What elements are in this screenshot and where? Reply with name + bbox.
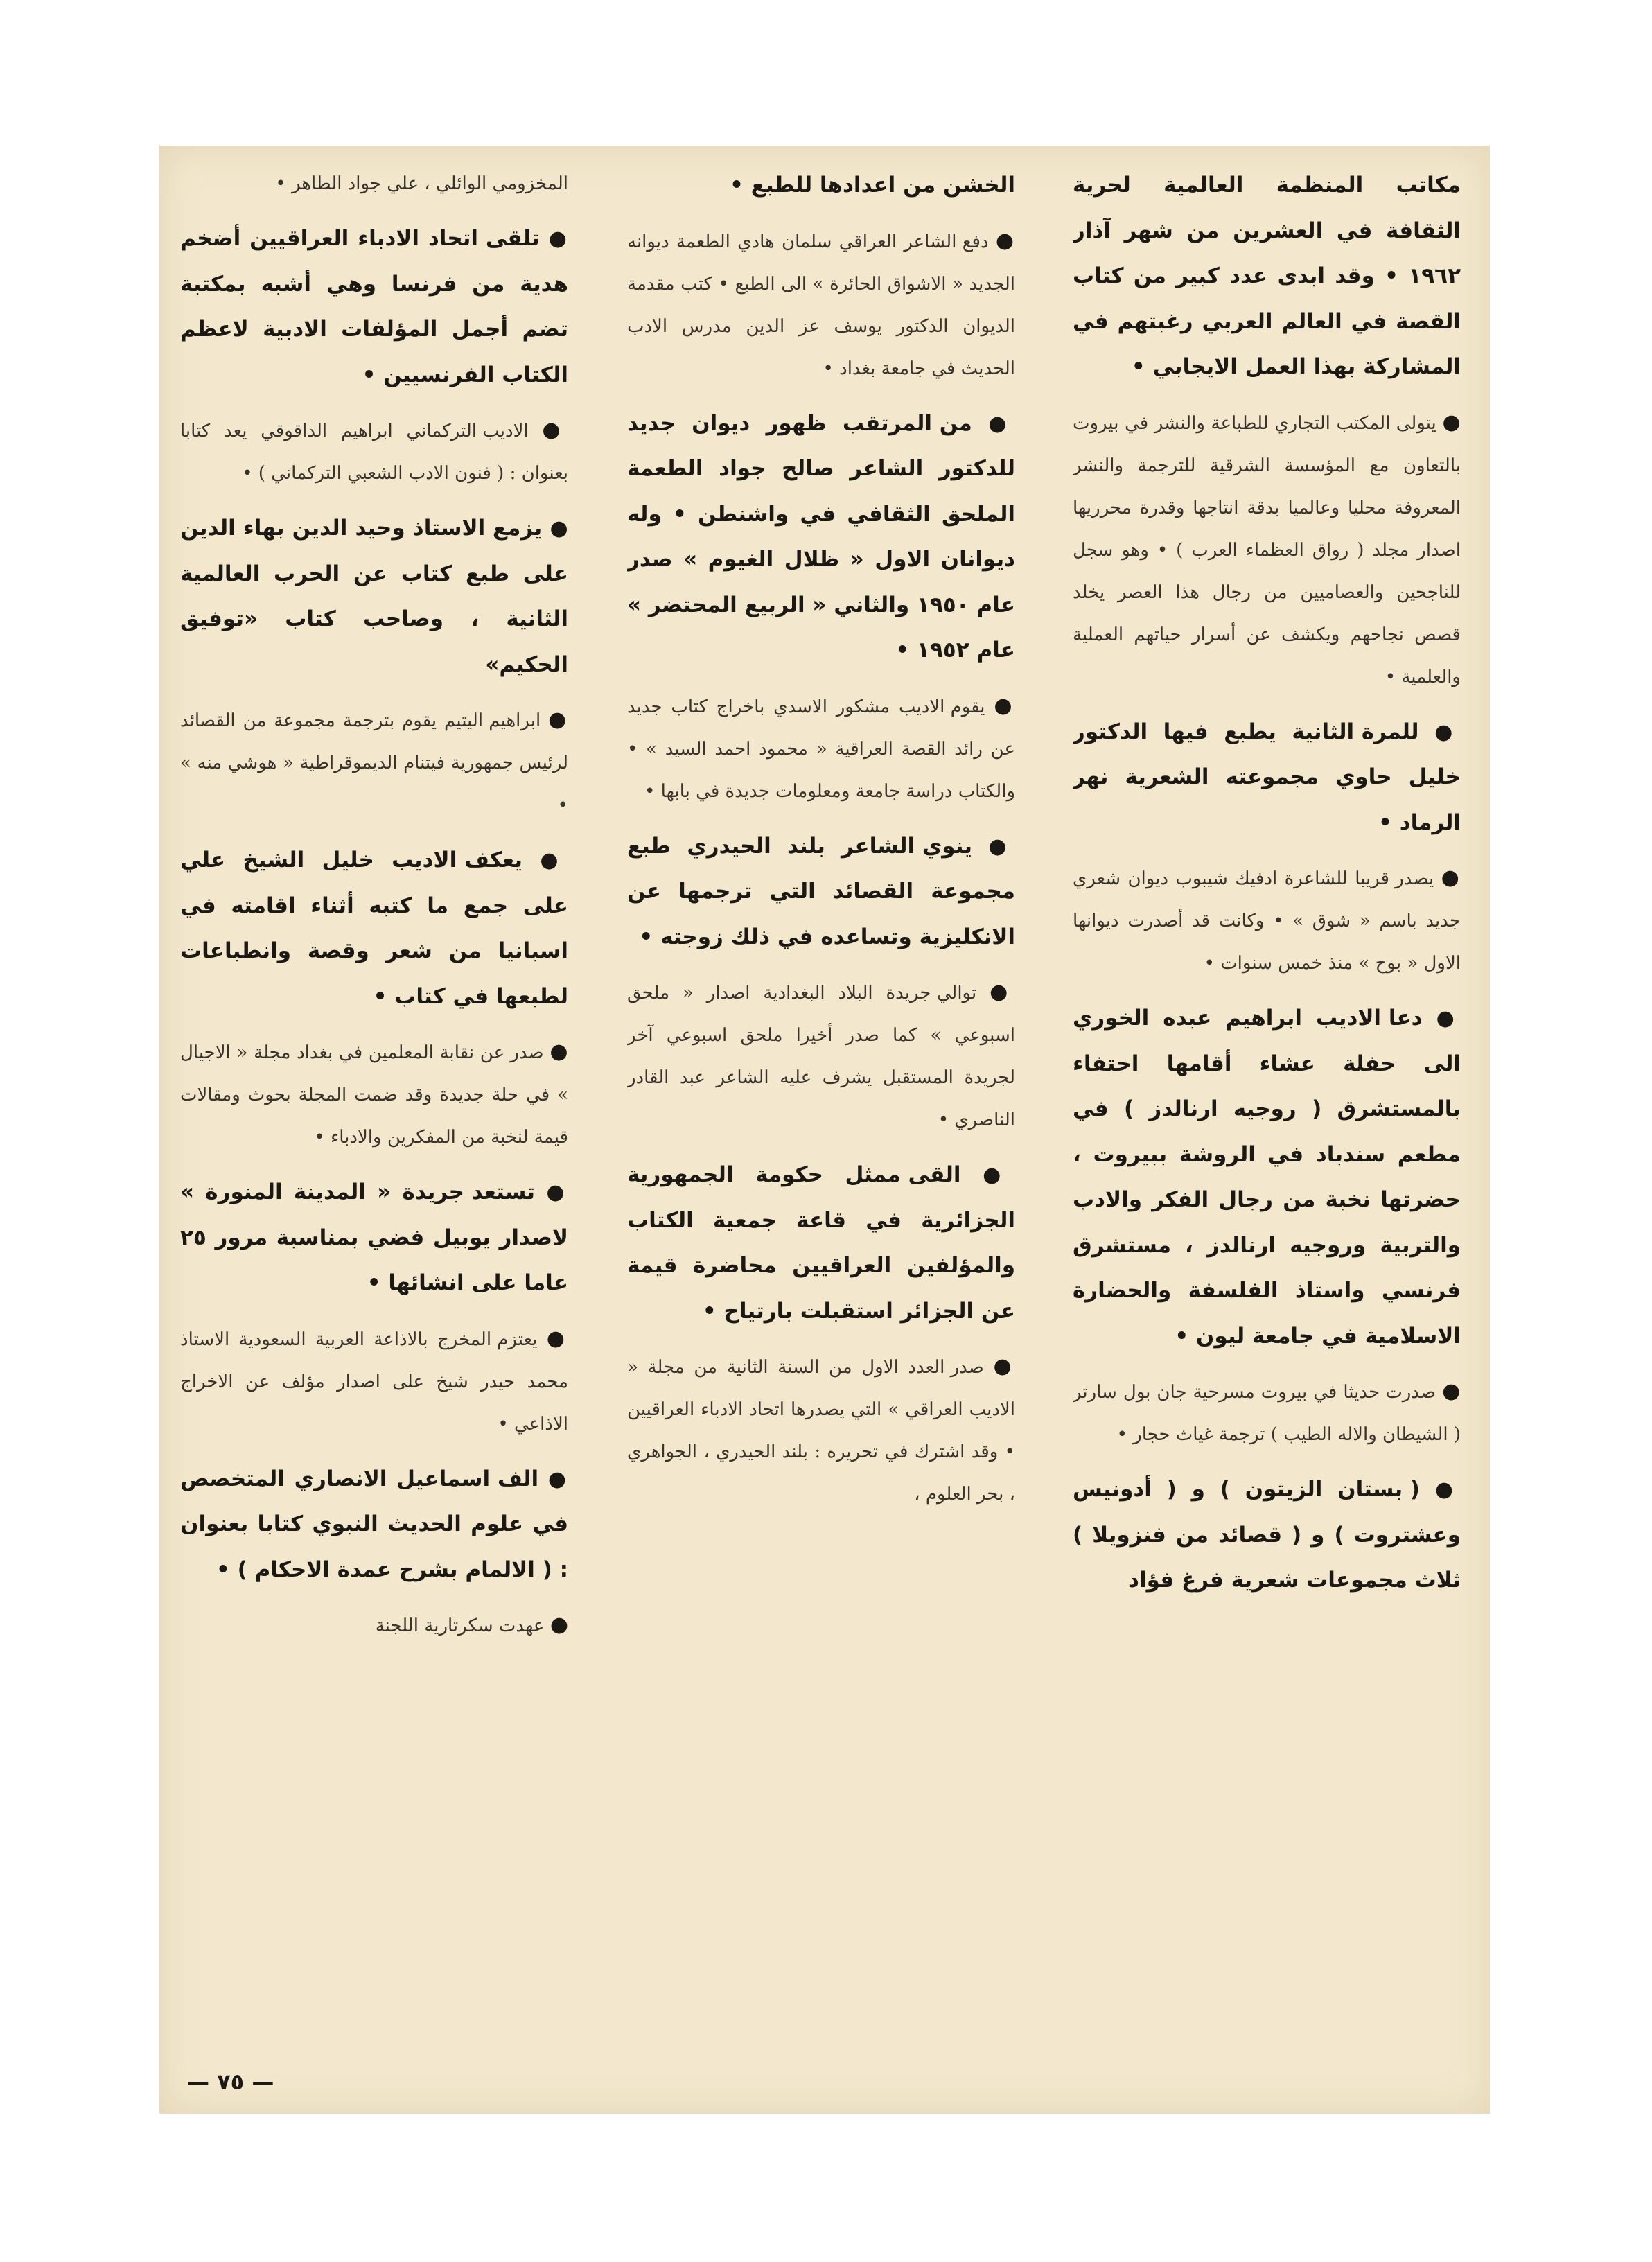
news-item (627, 971, 1015, 1141)
news-item-text (1073, 401, 1461, 699)
news-item-text (180, 1170, 568, 1306)
news-item (1073, 857, 1461, 985)
news-item-text (627, 685, 1015, 813)
news-item-text (1073, 163, 1461, 390)
news-text: صدر عن نقابة المعلمين في بغداد مجلة « الاجيال » في حلة جديدة وقد ضمت المجلة بحوث ومقالات قيمة لنخبة من المفكرين والادباء • (180, 1042, 568, 1148)
bullet-icon: ● (548, 227, 568, 251)
column-left (180, 163, 568, 2055)
news-text: دفع الشاعر العراقي سلمان هادي الطعمة ديوانه الجديد « الاشواق الحائرة » الى الطبع • كتب مقدمة الديوان الدكتور يوسف عز الدين مدرس الادب الحديث في جامعة بغداد • (627, 231, 1015, 379)
news-item-text (180, 1604, 568, 1647)
news-item (627, 163, 1015, 209)
news-text: المخزومي الوائلي ، علي جواد الطاهر • (275, 173, 568, 194)
news-text: للمرة الثانية يطبع فيها الدكتور خليل حاوي مجموعته الشعرية نهر الرماد • (1073, 719, 1461, 835)
news-text: الف اسماعيل الانصاري المتخصص في علوم الحديث النبوي كتابا بعنوان : ( الالمام بشرح عمدة الاحكام ) • (180, 1466, 568, 1582)
news-item-text (1073, 710, 1461, 846)
news-text: القى ممثل حكومة الجمهورية الجزائرية في قاعة جمعية الكتاب والمؤلفين العراقيين محاضرة قيمة عن الجزائر استقبلت بارتياح • (627, 1162, 1015, 1324)
news-item-text (627, 1152, 1015, 1334)
column-middle (627, 163, 1015, 2055)
news-item-text (180, 1457, 568, 1593)
news-text: يقوم الاديب مشكور الاسدي باخراج كتاب جديد عن رائد القصة العراقية « محمود احمد السيد » • والكتاب دراسة جامعة ومعلومات جديدة في بابها • (627, 696, 1015, 802)
news-item (180, 163, 568, 205)
news-item-text (627, 971, 1015, 1141)
news-text: يتولى المكتب التجاري للطباعة والنشر في بيروت بالتعاون مع المؤسسة الشرقية للترجمة والنشر المعروفة محليا وعالميا بدقة انتاجها وقدرة محرريها اصدار مجلد ( رواق العظماء العرب ) • وهو سجل للناجحين والعصاميين من رجال هذا العصر يخلد قصص نجاحهم ويكشف عن أسرار حياتهم العملية والعلمية • (1073, 412, 1461, 687)
news-text: يعكف الاديب خليل الشيخ علي على جمع ما كتبه أثناء اقامته في اسبانيا من شعر وقصة وانطباعات لطبعها في كتاب • (180, 848, 568, 1009)
bullet-icon: ● (988, 411, 1015, 436)
news-item-text (627, 401, 1015, 674)
news-text: عهدت سكرتارية اللجنة (375, 1615, 545, 1636)
news-text: من المرتقب ظهور ديوان جديد للدكتور الشاعر صالح جواد الطعمة الملحق الثقافي في واشنطن • وله ديوانان الاول « ظلال الغيوم » صدر عام ١٩٥٠ والثاني « الربيع المحتضر » عام ١٩٥٢ • (627, 410, 1015, 663)
news-item-text (180, 1031, 568, 1159)
bullet-icon: ● (988, 834, 1015, 859)
news-item-text (627, 824, 1015, 961)
bullet-icon: ● (550, 1040, 568, 1064)
news-text: الاديب التركماني ابراهيم الداقوقي يعد كتابا بعنوان : ( فنون الادب الشعبي التركماني ) • (180, 421, 568, 484)
column-right (1073, 163, 1461, 2055)
news-text: صدر العدد الاول من السنة الثانية من مجلة « الاديب العراقي » التي يصدرها اتحاد الادباء العراقيين • وقد اشترك في تحريره : بلند الحيدري ، الجواهري ، بحر العلوم ، (627, 1357, 1015, 1505)
bullet-icon: ● (990, 980, 1015, 1004)
bullet-icon: ● (995, 228, 1015, 253)
bullet-icon: ● (550, 1613, 568, 1637)
news-item (180, 1457, 568, 1593)
news-item-text (1073, 1370, 1461, 1456)
news-text: ينوي الشاعر بلند الحيدري طبع مجموعة القصائد التي ترجمها عن الانكليزية وتساعده في ذلك زوجته • (627, 833, 1015, 949)
bullet-icon: ● (1434, 719, 1461, 744)
news-item (180, 1031, 568, 1159)
bullet-icon: ● (550, 516, 568, 541)
news-item (1073, 710, 1461, 846)
news-text: ( بستان الزيتون ) و ( أدونيس وعشتروت ) و ( قصائد من فنزويلا ) ثلاث مجموعات شعرية فرغ فؤاد (1073, 1477, 1461, 1593)
news-item (180, 1317, 568, 1446)
news-item (627, 220, 1015, 390)
news-item-text (180, 699, 568, 827)
bullet-icon: ● (993, 1354, 1015, 1378)
news-item (627, 1345, 1015, 1516)
news-item (180, 409, 568, 495)
bullet-icon: ● (546, 1180, 568, 1204)
news-item (180, 838, 568, 1019)
news-text: ابراهيم اليتيم يقوم بترجمة مجموعة من القصائد لرئيس جمهورية فيتنام الديموقراطية « هوشي منه » • (180, 710, 568, 816)
bullet-icon: ● (1442, 410, 1461, 435)
news-text: صدرت حديثا في بيروت مسرحية جان بول سارتر ( الشيطان والاله الطيب ) ترجمة غياث حجار • (1073, 1382, 1461, 1445)
bullet-icon: ● (1442, 1379, 1461, 1403)
news-item-text (180, 163, 568, 205)
news-item (627, 1152, 1015, 1334)
bullet-icon: ● (1436, 1006, 1461, 1031)
news-item-text (1073, 996, 1461, 1359)
news-text: يعتزم المخرج بالاذاعة العربية السعودية الاستاذ محمد حيدر شيخ على اصدار مؤلف عن الاخراج الاذاعي • (180, 1329, 568, 1435)
bullet-icon: ● (1434, 1478, 1461, 1502)
news-text: يصدر قريبا للشاعرة ادفيك شيبوب ديوان شعري جديد باسم « شوق » • وكانت قد أصدرت ديوانها الاول « بوح » منذ خمس سنوات • (1073, 868, 1461, 974)
news-item-text (627, 163, 1015, 209)
news-item (180, 1170, 568, 1306)
page-number: — ٧٥ — (187, 2069, 274, 2095)
news-text: توالي جريدة البلاد البغدادية اصدار « ملحق اسبوعي » كما صدر أخيرا ملحق اسبوعي آخر لجريدة المستقبل يشرف عليه الشاعر عبد القادر الناصري • (627, 983, 1015, 1130)
news-text: الخشن من اعدادها للطبع • (730, 173, 1015, 198)
news-item (627, 685, 1015, 813)
news-text: تستعد جريدة « المدينة المنورة » لاصدار يوبيل فضي بمناسبة مرور ٢٥ عاما على انشائها • (180, 1180, 568, 1295)
news-item (627, 824, 1015, 961)
news-item (180, 1604, 568, 1647)
bullet-icon: ● (547, 1466, 568, 1491)
news-item-text (1073, 1467, 1461, 1604)
news-item-text (180, 506, 568, 687)
news-text: مكاتب المنظمة العالمية لحرية الثقافة في العشرين من شهر آذار ١٩٦٢ • وقد ابدى عدد كبير من كتاب القصة في العالم العربي رغبتهم في المشاركة بهذا العمل الايجابي • (1073, 173, 1461, 379)
news-item (180, 216, 568, 398)
news-item (180, 506, 568, 687)
news-item (1073, 996, 1461, 1359)
news-text: يزمع الاستاذ وحيد الدين بهاء الدين على طبع كتاب عن الحرب العالمية الثانية ، وصاحب كتاب «توفيق الحكيم» (180, 516, 568, 677)
bullet-icon: ● (548, 708, 568, 732)
news-item (1073, 1370, 1461, 1456)
news-item-text (180, 838, 568, 1019)
bullet-icon: ● (994, 693, 1015, 718)
news-item (180, 699, 568, 827)
news-item-text (180, 216, 568, 398)
news-text: دعا الاديب ابراهيم عبده الخوري الى حفلة عشاء أقامها احتفاء بالمستشرق ( روجيه ارنالدز ) في مطعم سندباد في الروشة ببيروت ، حضرتها نخبة من رجال الفكر والادب والتربية وروجيه ارنالدز ، مستشرق فرنسي واستاذ الفلسفة والحضارة الاسلامية في جامعة ليون • (1073, 1006, 1461, 1349)
news-item-text (1073, 857, 1461, 985)
bullet-icon: ● (546, 1326, 568, 1351)
news-item (1073, 163, 1461, 390)
news-item-text (180, 409, 568, 495)
news-item-text (627, 1345, 1015, 1516)
bullet-icon: ● (1441, 866, 1461, 890)
news-item-text (180, 1317, 568, 1446)
magazine-page (159, 146, 1490, 2114)
bullet-icon: ● (540, 848, 568, 873)
news-text: تلقى اتحاد الادباء العراقيين أضخم هدية من فرنسا وهي أشبه بمكتبة تضم أجمل المؤلفات الادبية لاعظم الكتاب الفرنسيين • (180, 226, 568, 387)
news-item (1073, 401, 1461, 699)
news-item (627, 401, 1015, 674)
bullet-icon: ● (542, 418, 568, 442)
news-item (1073, 1467, 1461, 1604)
bullet-icon: ● (983, 1163, 1015, 1187)
news-item-text (627, 220, 1015, 390)
